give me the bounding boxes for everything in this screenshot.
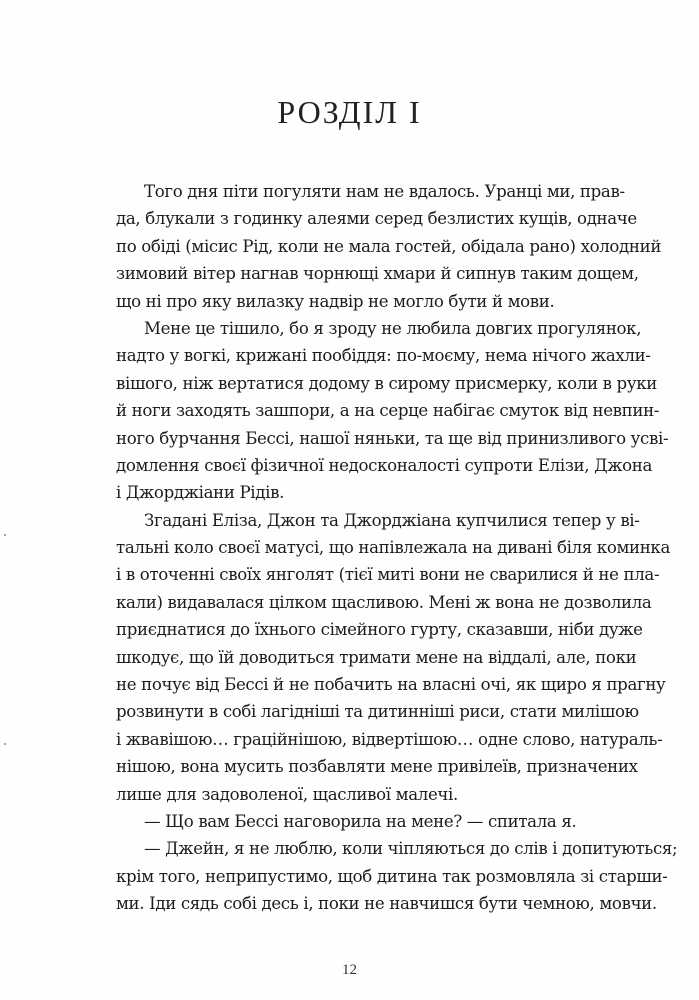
- chapter-title: РОЗДІЛ І: [277, 94, 422, 130]
- scan-speck: [4, 743, 6, 745]
- text-line: вішого, ніж вертатися додому в сирому присмерку, коли в руки: [116, 373, 657, 393]
- text-line: не почує від Бессі й не побачить на власні очі, як щиро я прагну: [116, 675, 666, 695]
- text-line: кали) видавалася цілком щасливою. Мені ж вона не дозволила: [116, 592, 652, 612]
- text-line: і Джорджіани Рідів.: [116, 483, 284, 503]
- text-line: — Що вам Бессі наговорила на мене? — спитала я.: [144, 811, 577, 831]
- text-line: надто у вогкі, крижані пообіддя: по-моєму, нема нічого жахли-: [116, 346, 651, 366]
- text-line: крім того, неприпустимо, щоб дитина так розмовляла зі старши-: [116, 866, 668, 886]
- paragraph: [116, 507, 670, 808]
- text-line: — Джейн, я не люблю, коли чіпляються до слів і допитуються;: [144, 839, 678, 859]
- text-line: шкодує, що їй доводиться тримати мене на віддалі, але, поки: [116, 647, 637, 667]
- paragraph: [116, 808, 614, 835]
- text-line: нішою, вона мусить позбавляти мене привілеїв, призначених: [116, 757, 638, 777]
- text-line: що ні про яку вилазку надвір не могло бути й мови.: [116, 291, 555, 311]
- text-line: зимовий вітер нагнав чорнющі хмари й сипнув таким дощем,: [116, 264, 639, 284]
- text-line: Того дня піти погуляти нам не вдалось. Уранці ми, прав-: [144, 182, 625, 201]
- paragraph: [116, 178, 662, 315]
- text-line: тальні коло своєї матусі, що напівлежала на дивані біля коминка: [116, 538, 670, 558]
- text-line: домлення своєї фізичної недосконалості супроти Елізи, Джона: [116, 455, 653, 475]
- body-text: [116, 178, 678, 918]
- text-line: Мене це тішило, бо я зроду не любила довгих прогулянок,: [144, 318, 642, 338]
- text-line: і жвавішою… граційнішою, відвертішою… одне слово, натураль-: [116, 729, 663, 749]
- text-line: і в оточенні своїх янголят (тієї миті вони не сварилися й не пла-: [116, 565, 660, 585]
- text-line: Згадані Еліза, Джон та Джорджіана купчилися тепер у ві-: [144, 510, 640, 530]
- text-line: ного бурчання Бессі, нашої няньки, та ще від принизливого усві-: [116, 428, 669, 448]
- text-line: розвинути в собі лагідніші та дитинніші риси, стати милішою: [116, 702, 639, 722]
- text-line: лише для задоволеної, щасливої малечі.: [116, 784, 458, 804]
- text-line: й ноги заходять зашпори, а на серце набігає смуток від невпин-: [116, 401, 660, 421]
- page-number: 12: [342, 962, 357, 978]
- text-line: приєднатися до їхнього сімейного гурту, сказавши, ніби дуже: [116, 620, 643, 640]
- text-line: да, блукали з годинку алеями серед безлистих кущів, одначе: [116, 209, 637, 229]
- text-line: по обіді (місис Рід, коли не мала гостей, обідала рано) холодний: [116, 236, 662, 256]
- scan-speck: [4, 534, 6, 536]
- paragraph: [116, 315, 669, 507]
- text-line: ми. Іди сядь собі десь і, поки не навчишся бути чемною, мовчи.: [116, 894, 657, 914]
- paragraph: [116, 835, 678, 917]
